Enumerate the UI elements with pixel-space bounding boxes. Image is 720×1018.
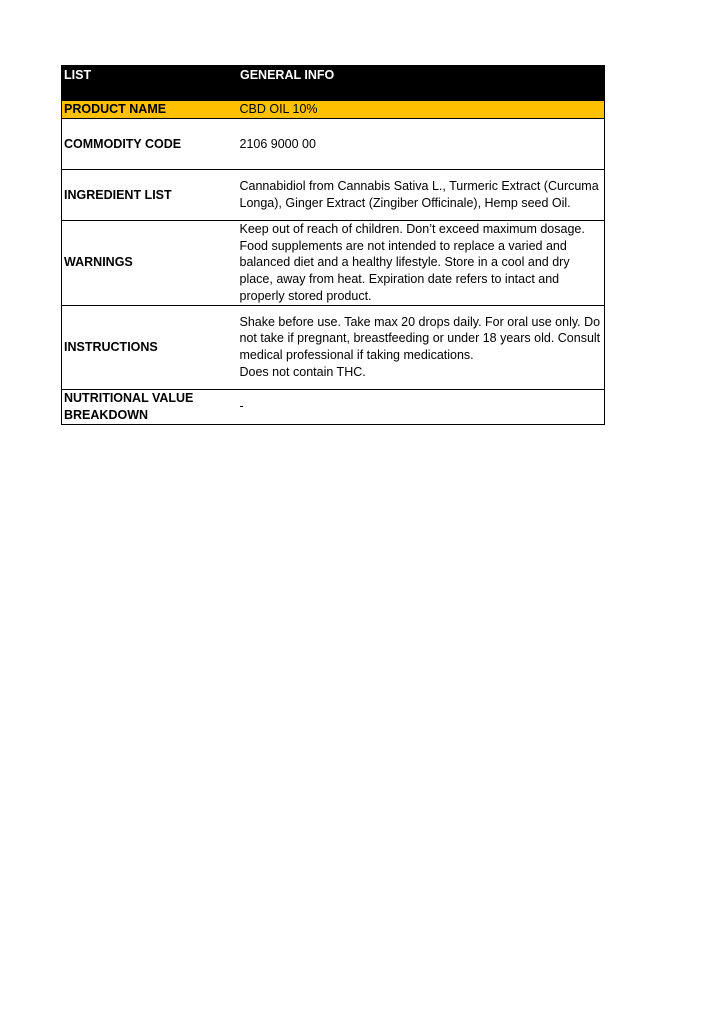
nutritional-value-value: - [238, 389, 605, 424]
ingredient-list-label: INGREDIENT LIST [62, 170, 238, 221]
commodity-code-value: 2106 9000 00 [238, 119, 605, 170]
instructions-row [62, 305, 605, 389]
header-list: LIST [62, 65, 238, 101]
instructions-label: INSTRUCTIONS [62, 305, 238, 389]
ingredient-list-value: Cannabidiol from Cannabis Sativa L., Turmeric Extract (Curcuma Longa), Ginger Extract (Zingiber Officinale), Hemp seed Oil. [238, 170, 605, 221]
header-general-info: GENERAL INFO [238, 65, 605, 101]
instructions-value: Shake before use. Take max 20 drops daily. For oral use only. Do not take if pregnant, breastfeeding or under 18 years old. Consult medical professional if taking medications. Does not contain THC. [238, 305, 605, 389]
warnings-label: WARNINGS [62, 221, 238, 306]
nutritional-value-row [62, 389, 605, 424]
product-name-value: CBD OIL 10% [238, 101, 605, 119]
nutritional-value-label: NUTRITIONAL VALUE BREAKDOWN [62, 389, 238, 424]
table-header-row [62, 65, 605, 101]
product-name-label: PRODUCT NAME [62, 101, 238, 119]
commodity-code-row [62, 119, 605, 170]
commodity-code-label: COMMODITY CODE [62, 119, 238, 170]
warnings-row [62, 221, 605, 306]
warnings-value: Keep out of reach of children. Don’t exceed maximum dosage. Food supplements are not intended to replace a varied and balanced diet and a healthy lifestyle. Store in a cool and dry place, away from heat. Expiration date refers to intact and properly stored product. [238, 221, 605, 306]
ingredient-list-row [62, 170, 605, 221]
product-name-row [62, 101, 605, 119]
product-info-table [61, 65, 605, 425]
